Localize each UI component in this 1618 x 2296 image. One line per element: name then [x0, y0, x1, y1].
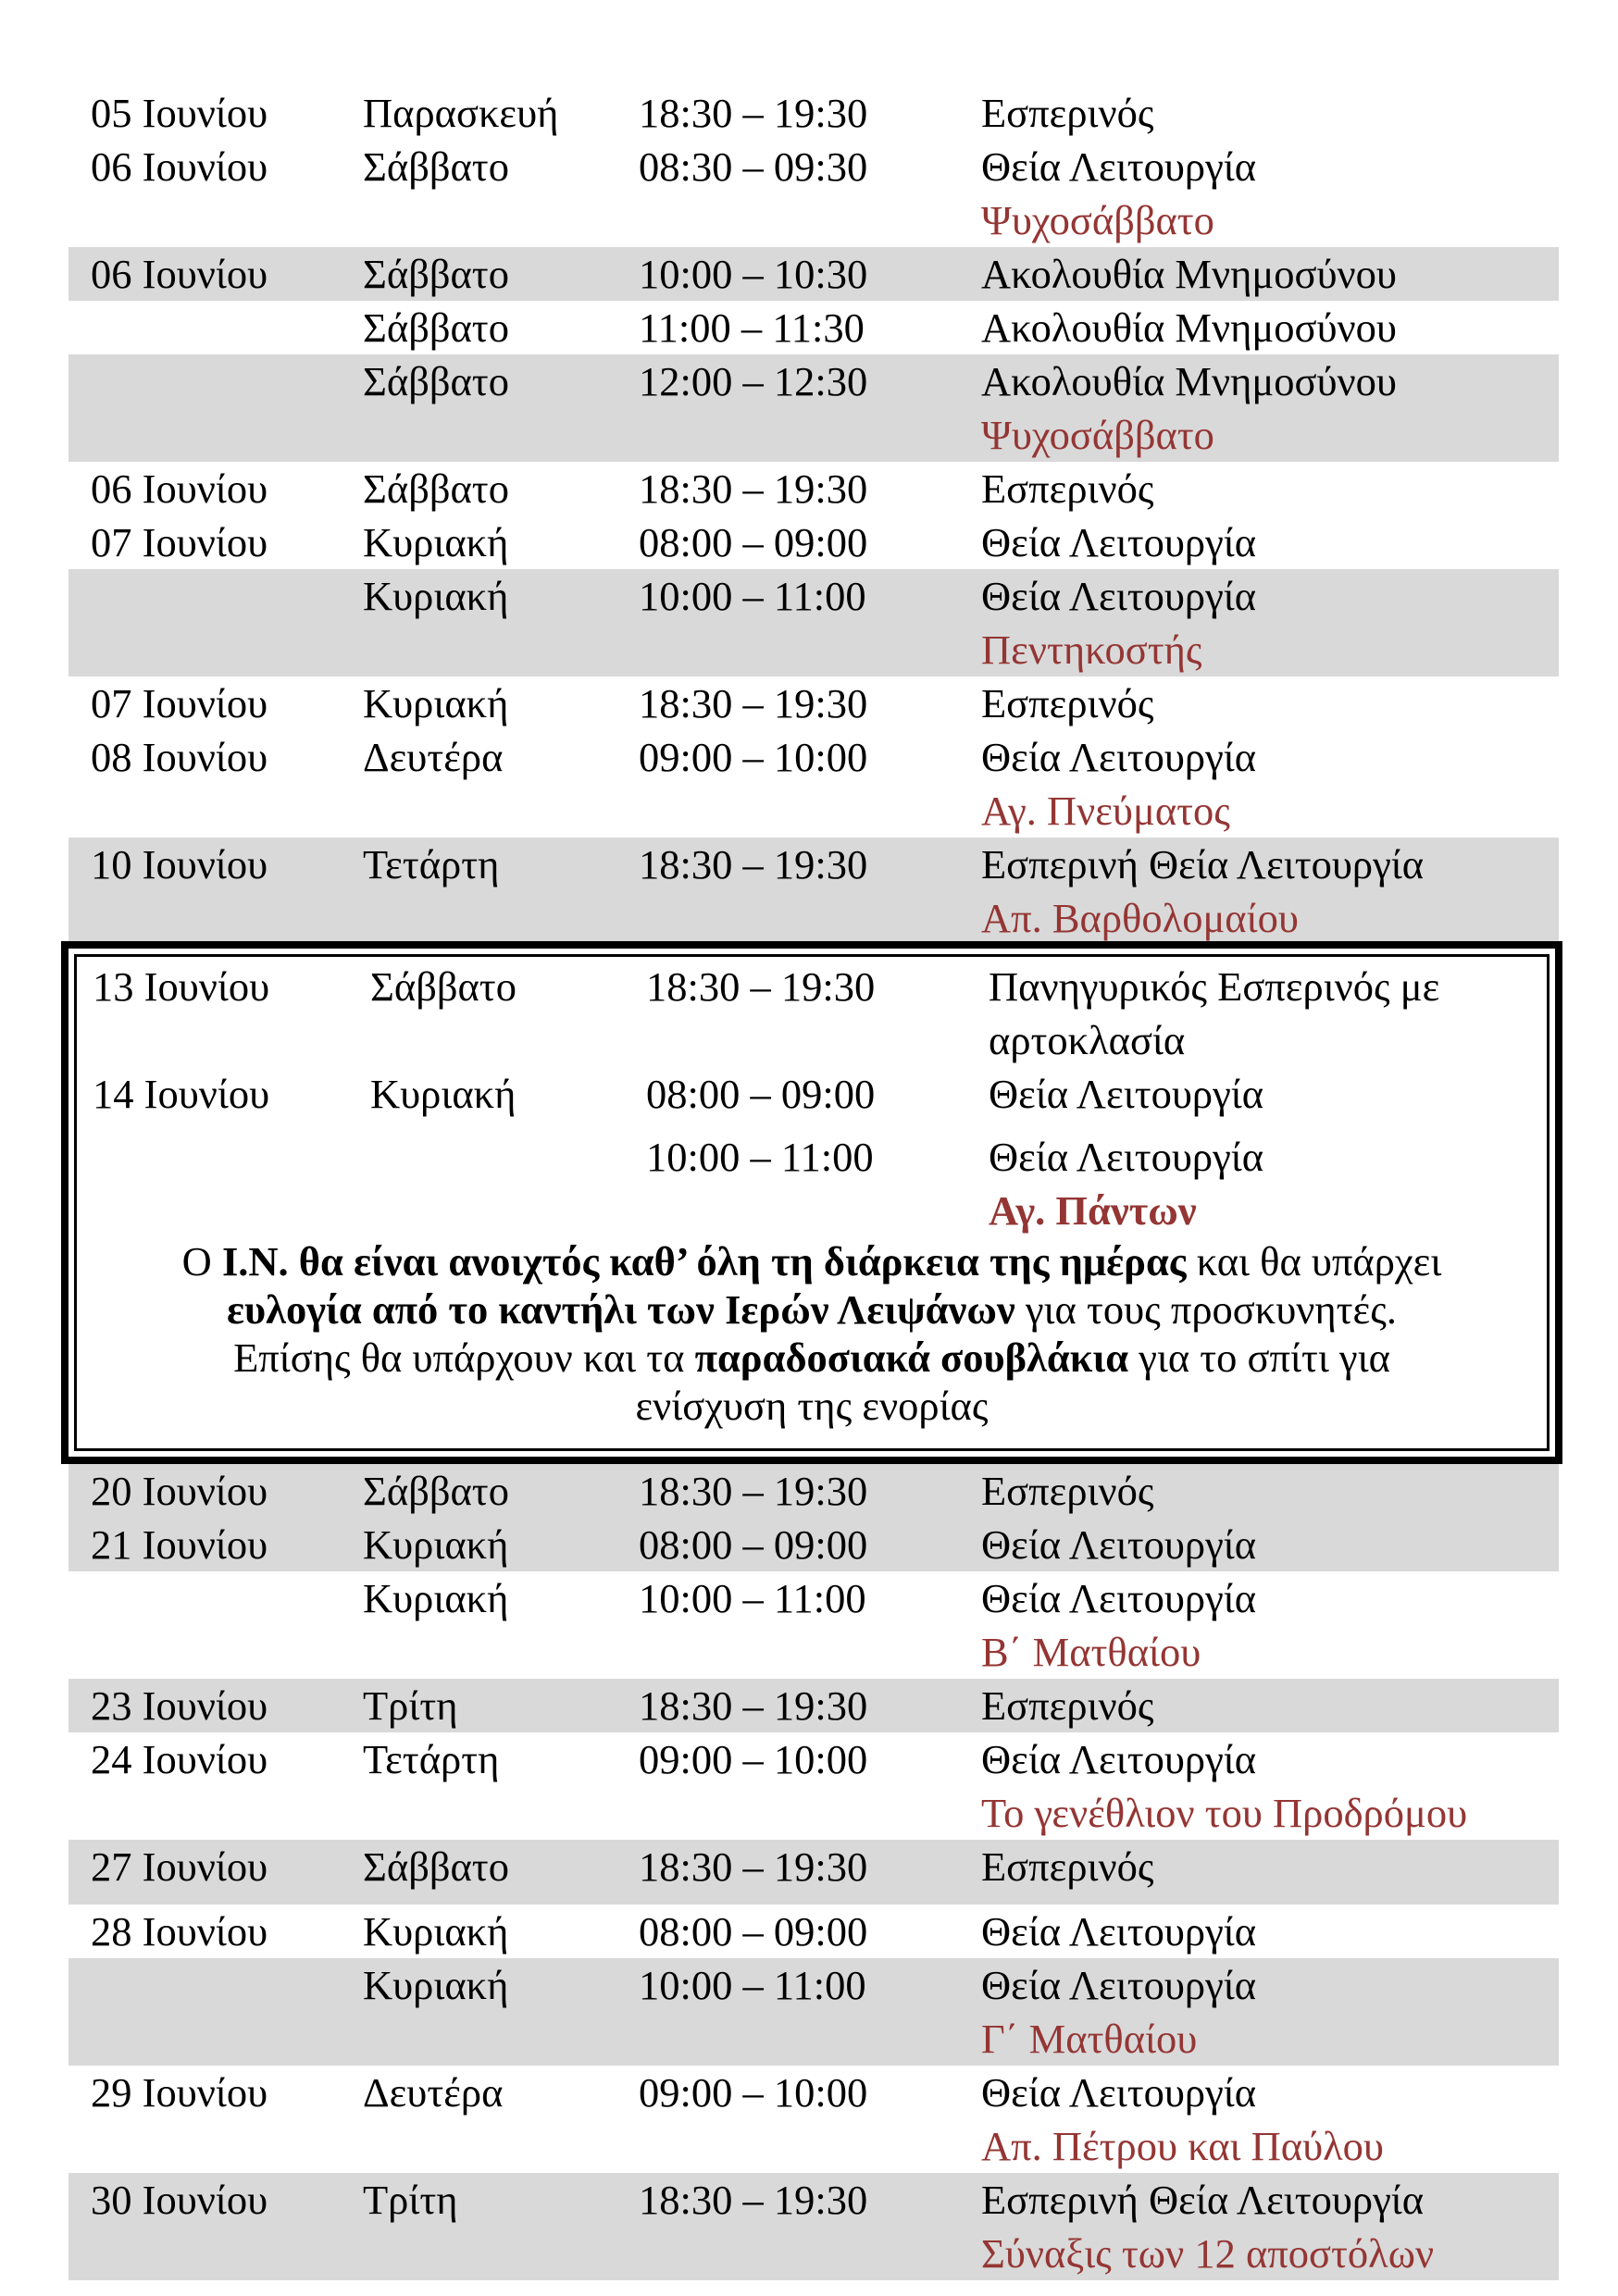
entry-date: 06 Ιουνίου	[91, 143, 268, 190]
schedule-block	[68, 2066, 1559, 2173]
entry-feast: Αγ. Πάντων	[989, 1187, 1197, 1234]
table-row	[68, 1067, 1555, 1121]
entry-day: Τετάρτη	[363, 841, 500, 887]
entry-day: Κυριακή	[363, 573, 509, 619]
entry-time: 10:00 – 11:00	[639, 573, 866, 619]
entry-time: 09:00 – 10:00	[639, 2069, 868, 2116]
schedule-block	[68, 1958, 1559, 2066]
table-row	[68, 1679, 1559, 1732]
note-text: για τους προσκυνητές.	[1014, 1286, 1397, 1333]
schedule-block	[68, 569, 1559, 676]
entry-service: Θεία Λειτουργία	[981, 519, 1257, 565]
note-line	[87, 1382, 1537, 1430]
entry-time: 08:00 – 09:00	[646, 1071, 876, 1117]
note-line	[87, 1285, 1537, 1334]
entry-day: Δευτέρα	[363, 734, 504, 780]
entry-feast: Β΄ Ματθαίου	[981, 1629, 1201, 1675]
entry-feast: Απ. Βαρθολομαίου	[981, 895, 1299, 941]
schedule-block	[68, 247, 1559, 462]
entry-feast: Απ. Πέτρου και Παύλου	[981, 2123, 1384, 2169]
entry-service: Εσπερινός	[981, 1468, 1154, 1514]
entry-time: 11:00 – 11:30	[639, 304, 865, 351]
note-bold-text: παραδοσιακά σουβλάκια	[694, 1334, 1129, 1381]
entry-time: 18:30 – 19:30	[639, 2177, 868, 2223]
entry-service-cont: αρτοκλασία	[989, 1017, 1186, 1063]
entry-time: 08:30 – 09:30	[639, 143, 868, 190]
entry-time: 18:30 – 19:30	[639, 465, 868, 512]
entry-service: Εσπερινός	[981, 465, 1154, 512]
entry-feast: Το γενέθλιον του Προδρόμου	[981, 1790, 1468, 1836]
entry-date: 13 Ιουνίου	[93, 963, 270, 1010]
highlight-box	[61, 941, 1562, 1464]
entry-time: 18:30 – 19:30	[639, 1682, 868, 1729]
schedule-block	[68, 1571, 1559, 1679]
schedule-block	[68, 86, 1559, 247]
entry-time: 18:30 – 19:30	[639, 841, 868, 887]
table-row	[68, 515, 1559, 569]
entry-day: Σάββατο	[363, 143, 509, 190]
note-line	[87, 1334, 1537, 1382]
table-row	[68, 838, 1559, 891]
entry-time: 08:00 – 09:00	[639, 1521, 868, 1568]
entry-day: Κυριακή	[363, 1575, 509, 1621]
entry-service: Θεία Λειτουργία	[981, 1575, 1257, 1621]
service-continuation	[68, 1013, 1555, 1067]
feast-line	[68, 1786, 1559, 1840]
note-text: Ο	[181, 1238, 222, 1285]
entry-time: 10:00 – 11:00	[639, 1575, 866, 1621]
entry-day: Δευτέρα	[363, 2069, 504, 2116]
entry-date: 28 Ιουνίου	[91, 1908, 268, 1955]
entry-day: Κυριακή	[370, 1071, 517, 1117]
table-row	[68, 1958, 1559, 2012]
entry-day: Κυριακή	[363, 1521, 509, 1568]
entry-service: Θεία Λειτουργία	[981, 1521, 1257, 1568]
entry-time: 09:00 – 10:00	[639, 1736, 868, 1782]
table-row	[68, 1518, 1559, 1571]
feast-line	[68, 891, 1559, 945]
entry-date: 06 Ιουνίου	[91, 251, 268, 297]
note-line	[87, 1237, 1537, 1285]
entry-service: Θεία Λειτουργία	[989, 1134, 1264, 1180]
entry-date: 07 Ιουνίου	[91, 680, 268, 726]
entry-time: 18:30 – 19:30	[639, 680, 868, 726]
entry-service: Εσπερινός	[981, 1843, 1154, 1890]
schedule-block	[68, 1840, 1559, 1905]
note-text: για το σπίτι για	[1128, 1334, 1390, 1381]
entry-date: 05 Ιουνίου	[91, 90, 268, 136]
entry-date: 07 Ιουνίου	[91, 519, 268, 565]
entry-service: Εσπερινός	[981, 90, 1154, 136]
entry-feast: Ψυχοσάββατο	[981, 412, 1214, 458]
entry-day: Τετάρτη	[363, 1736, 500, 1782]
entry-service: Θεία Λειτουργία	[981, 1908, 1257, 1955]
entry-date: 30 Ιουνίου	[91, 2177, 268, 2223]
entry-day: Κυριακή	[363, 1908, 509, 1955]
note-text: και θα υπάρχει	[1186, 1238, 1442, 1285]
schedule-block	[68, 838, 1559, 941]
entry-day: Σάββατο	[363, 1843, 509, 1890]
entry-time: 12:00 – 12:30	[639, 358, 868, 404]
entry-time: 18:30 – 19:30	[639, 90, 868, 136]
entry-service: Εσπερινή Θεία Λειτουργία	[981, 841, 1425, 887]
entry-date: 10 Ιουνίου	[91, 841, 268, 887]
entry-date: 21 Ιουνίου	[91, 1521, 268, 1568]
entry-service: Εσπερινός	[981, 1682, 1154, 1729]
entry-day: Τρίτη	[363, 1682, 458, 1729]
note-bold-text: ευλογία από το καντήλι των Ιερών Λειψάνων	[227, 1286, 1015, 1333]
entry-day: Σάββατο	[363, 251, 509, 297]
entry-time: 18:30 – 19:30	[639, 1843, 868, 1890]
note-bold-text: Ι.Ν. θα είναι ανοιχτός καθ’ όλη τη διάρκεια της ημέρας	[221, 1238, 1187, 1285]
note-text: ενίσχυση της ενορίας	[635, 1383, 989, 1429]
entry-day: Κυριακή	[363, 1962, 509, 2008]
table-row	[68, 1732, 1559, 1786]
entry-service: Ακολουθία Μνημοσύνου	[981, 251, 1397, 297]
schedule-block	[68, 1464, 1559, 1571]
entry-date: 23 Ιουνίου	[91, 1682, 268, 1729]
schedule-block	[68, 676, 1559, 838]
table-row	[68, 1905, 1559, 1958]
entry-day: Τρίτη	[363, 2177, 458, 2223]
table-row	[68, 462, 1559, 515]
entry-date: 14 Ιουνίου	[93, 1071, 270, 1117]
entry-service: Εσπερινός	[981, 680, 1154, 726]
entry-date: 29 Ιουνίου	[91, 2069, 268, 2116]
entry-service: Θεία Λειτουργία	[981, 143, 1257, 190]
table-row	[68, 140, 1559, 193]
entry-day: Παρασκευή	[363, 90, 559, 136]
entry-time: 10:00 – 11:00	[639, 1962, 866, 2008]
table-row	[68, 569, 1559, 623]
feast-line	[68, 2012, 1559, 2066]
entry-time: 09:00 – 10:00	[639, 734, 868, 780]
table-row	[68, 676, 1559, 730]
entry-service: Θεία Λειτουργία	[981, 1962, 1257, 2008]
entry-time: 08:00 – 09:00	[639, 1908, 868, 1955]
entry-day: Σάββατο	[363, 304, 509, 351]
entry-service: Πανηγυρικός Εσπερινός με	[989, 963, 1440, 1010]
table-row	[68, 2173, 1559, 2227]
entry-day: Σάββατο	[363, 465, 509, 512]
entry-date: 08 Ιουνίου	[91, 734, 268, 780]
entry-day: Σάββατο	[363, 358, 509, 404]
entry-service: Θεία Λειτουργία	[981, 1736, 1257, 1782]
entry-feast: Σύναξις των 12 αποστόλων	[981, 2230, 1435, 2277]
announcement-note	[87, 1237, 1537, 1430]
entry-service: Εσπερινή Θεία Λειτουργία	[981, 2177, 1425, 2223]
entry-date: 20 Ιουνίου	[91, 1468, 268, 1514]
entry-service: Θεία Λειτουργία	[981, 734, 1257, 780]
table-row	[68, 730, 1559, 784]
entry-service: Θεία Λειτουργία	[981, 573, 1257, 619]
table-row	[68, 354, 1559, 408]
table-row	[68, 960, 1555, 1013]
entry-feast: Πεντηκοστής	[981, 627, 1202, 673]
entry-service: Ακολουθία Μνημοσύνου	[981, 358, 1397, 404]
entry-date: 27 Ιουνίου	[91, 1843, 268, 1890]
table-row	[68, 301, 1559, 354]
feast-line	[68, 2119, 1559, 2173]
entry-day: Κυριακή	[363, 680, 509, 726]
schedule-block	[68, 2173, 1559, 2280]
entry-service: Ακολουθία Μνημοσύνου	[981, 304, 1397, 351]
entry-time: 18:30 – 19:30	[639, 1468, 868, 1514]
entry-feast: Αγ. Πνεύματος	[981, 788, 1230, 834]
entry-feast: Γ΄ Ματθαίου	[981, 2016, 1198, 2062]
feast-line	[68, 2227, 1559, 2280]
table-row	[68, 1464, 1559, 1518]
table-row	[68, 1840, 1559, 1893]
schedule-block	[68, 1905, 1559, 1958]
schedule-block	[68, 1732, 1559, 1840]
entry-feast: Ψυχοσάββατο	[981, 197, 1214, 243]
feast-line	[68, 193, 1559, 247]
feast-line	[68, 1184, 1555, 1237]
table-row	[68, 247, 1559, 301]
entry-time: 08:00 – 09:00	[639, 519, 868, 565]
entry-time: 18:30 – 19:30	[646, 963, 876, 1010]
entry-day: Σάββατο	[363, 1468, 509, 1514]
table-row	[68, 2066, 1559, 2119]
entry-date: 06 Ιουνίου	[91, 465, 268, 512]
feast-line	[68, 408, 1559, 462]
schedule-block	[68, 1679, 1559, 1732]
feast-line	[68, 784, 1559, 838]
feast-line	[68, 623, 1559, 676]
table-row	[68, 1571, 1559, 1625]
entry-day: Κυριακή	[363, 519, 509, 565]
entry-service: Θεία Λειτουργία	[989, 1071, 1264, 1117]
entry-date: 24 Ιουνίου	[91, 1736, 268, 1782]
entry-time: 10:00 – 10:30	[639, 251, 868, 297]
entry-day: Σάββατο	[370, 963, 517, 1010]
schedule-block	[68, 462, 1559, 569]
table-row	[68, 86, 1559, 140]
entry-time: 10:00 – 11:00	[646, 1134, 874, 1180]
note-text: Επίσης θα υπάρχουν και τα	[233, 1334, 695, 1381]
table-row	[68, 1130, 1555, 1184]
entry-service: Θεία Λειτουργία	[981, 2069, 1257, 2116]
feast-line	[68, 1625, 1559, 1679]
